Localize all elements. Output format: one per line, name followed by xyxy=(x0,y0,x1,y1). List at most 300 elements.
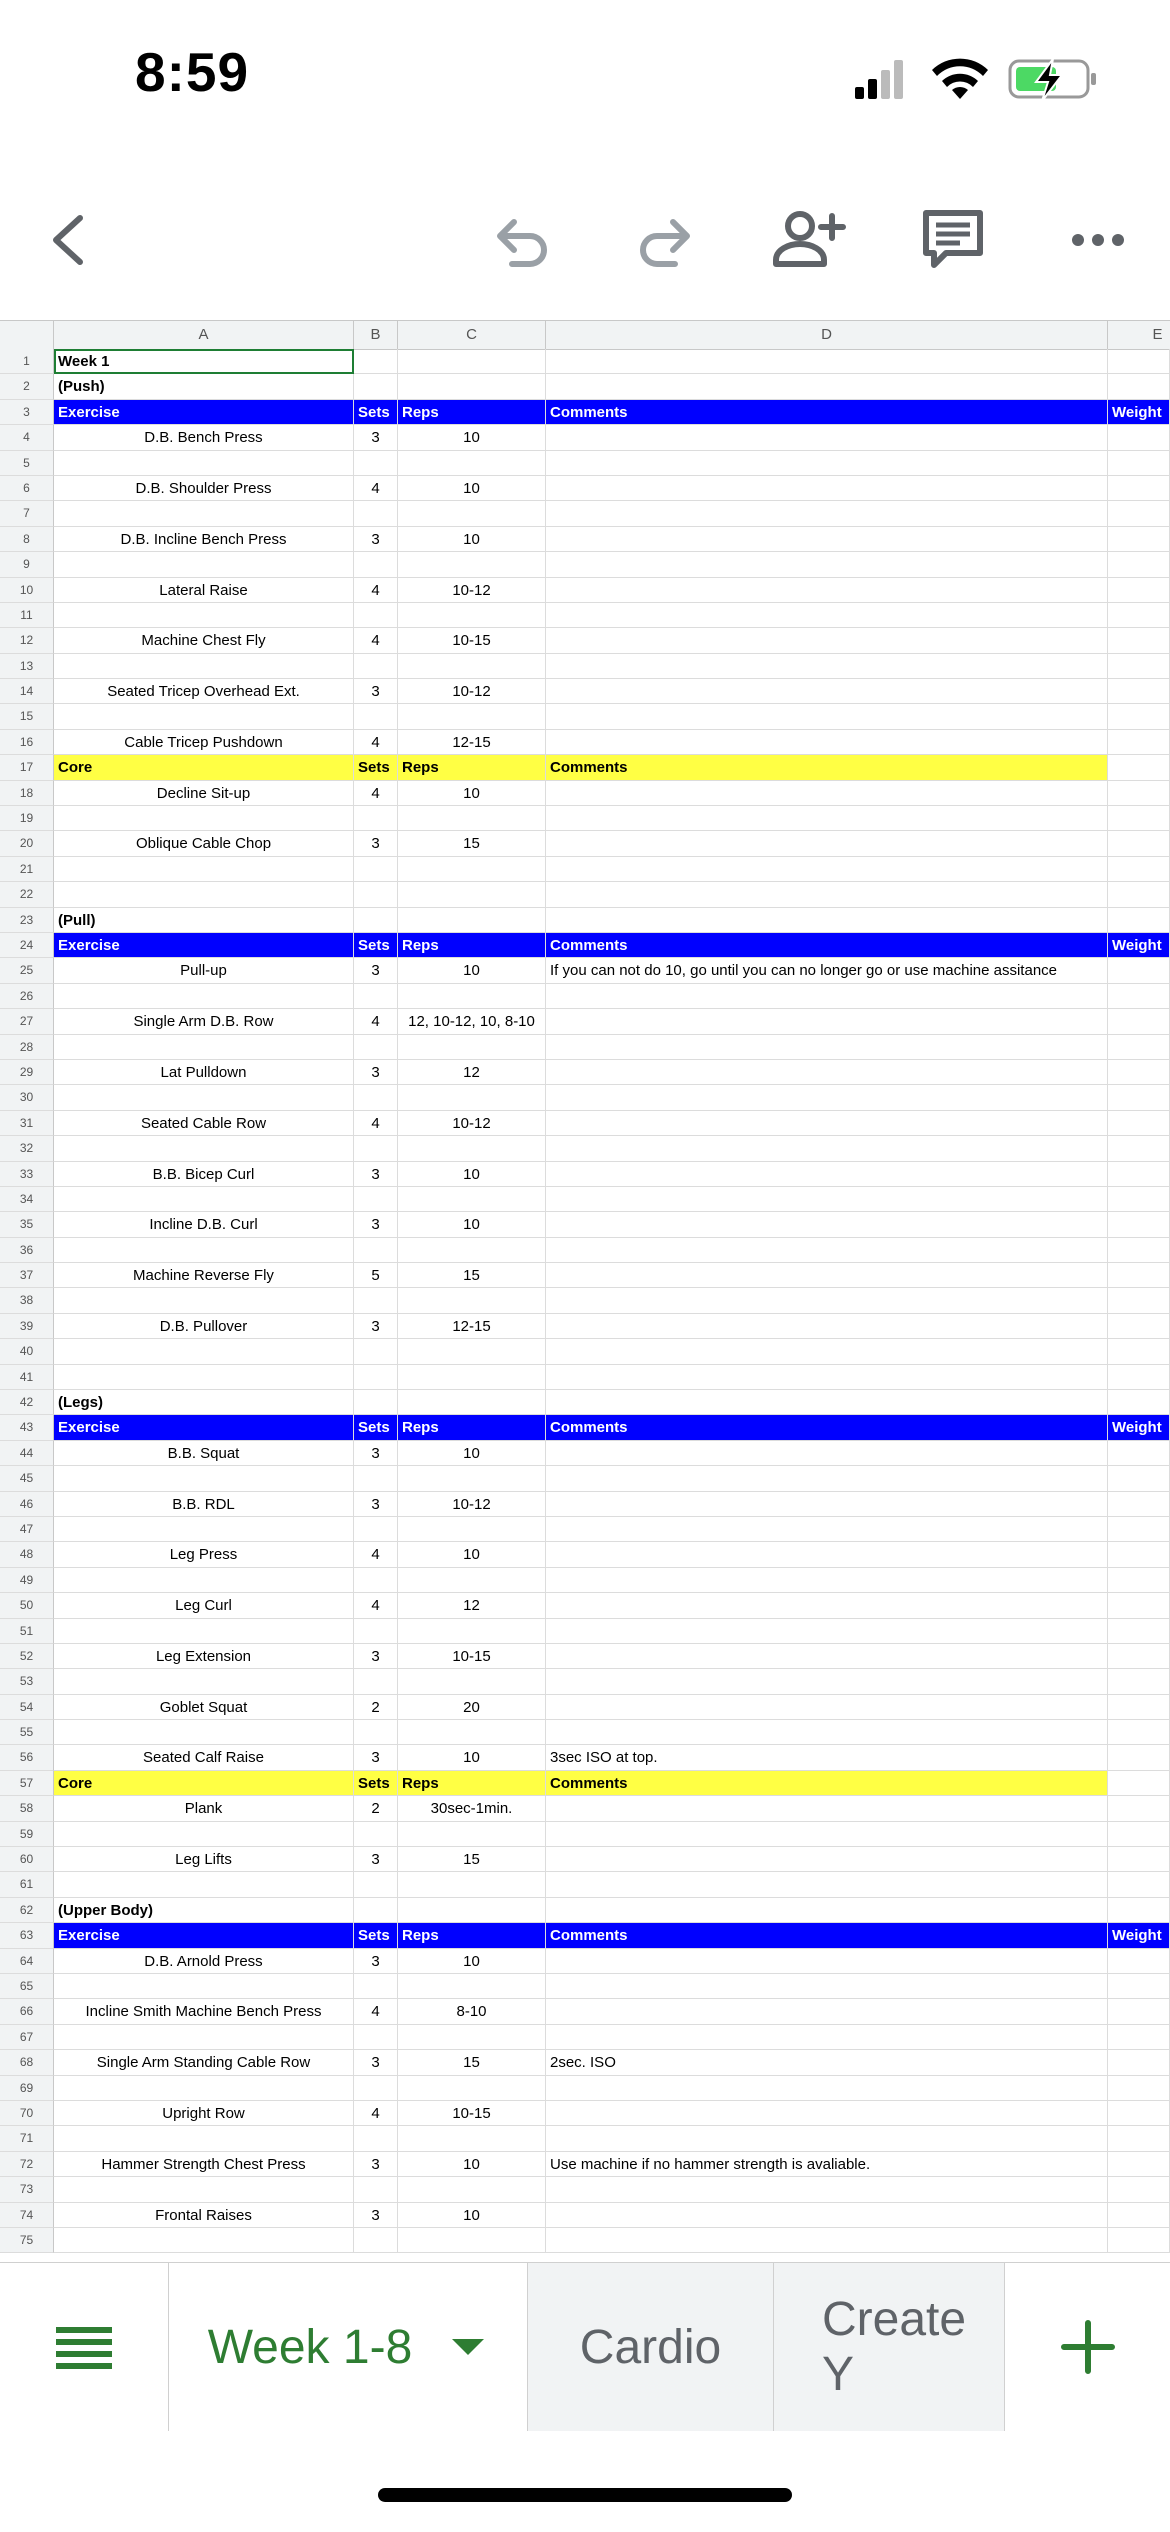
cell-e[interactable] xyxy=(1108,1187,1170,1212)
cell-a[interactable] xyxy=(54,1568,354,1593)
cell-d[interactable] xyxy=(546,2076,1108,2101)
row-number[interactable]: 38 xyxy=(0,1288,54,1313)
cell-b[interactable]: 3 xyxy=(354,1314,398,1339)
row-number[interactable]: 7 xyxy=(0,501,54,526)
cell-c[interactable] xyxy=(398,1872,546,1897)
cell-b[interactable]: 3 xyxy=(354,2152,398,2177)
row-number[interactable]: 19 xyxy=(0,806,54,831)
cell-d[interactable] xyxy=(546,1695,1108,1720)
cell-d[interactable]: Comments xyxy=(546,400,1108,425)
row-number[interactable]: 68 xyxy=(0,2050,54,2075)
row-number[interactable]: 20 xyxy=(0,831,54,856)
cell-b[interactable] xyxy=(354,1872,398,1897)
cell-a[interactable]: Core xyxy=(54,755,354,780)
cell-d[interactable] xyxy=(546,1492,1108,1517)
cell-a[interactable]: Machine Chest Fly xyxy=(54,628,354,653)
cell-b[interactable]: 4 xyxy=(354,2101,398,2126)
cell-d[interactable] xyxy=(546,1568,1108,1593)
cell-d[interactable] xyxy=(546,1593,1108,1618)
cell-b[interactable] xyxy=(354,1288,398,1313)
cell-a[interactable] xyxy=(54,1187,354,1212)
cell-b[interactable]: 4 xyxy=(354,578,398,603)
cell-b[interactable]: 2 xyxy=(354,1695,398,1720)
cell-a[interactable]: (Pull) xyxy=(54,908,354,933)
cell-c[interactable] xyxy=(398,1898,546,1923)
row-number[interactable]: 17 xyxy=(0,755,54,780)
cell-a[interactable] xyxy=(54,2076,354,2101)
cell-c[interactable]: 10-12 xyxy=(398,578,546,603)
cell-a[interactable]: D.B. Incline Bench Press xyxy=(54,527,354,552)
cell-b[interactable]: 3 xyxy=(354,1644,398,1669)
cell-d[interactable] xyxy=(546,1872,1108,1897)
cell-b[interactable] xyxy=(354,984,398,1009)
cell-d[interactable] xyxy=(546,1187,1108,1212)
cell-d[interactable] xyxy=(546,1669,1108,1694)
cell-b[interactable] xyxy=(354,882,398,907)
cell-e[interactable] xyxy=(1108,984,1170,1009)
cell-e[interactable] xyxy=(1108,1872,1170,1897)
cell-a[interactable] xyxy=(54,1517,354,1542)
cell-a[interactable] xyxy=(54,1669,354,1694)
cell-d[interactable] xyxy=(546,1111,1108,1136)
cell-a[interactable] xyxy=(54,984,354,1009)
cell-d[interactable] xyxy=(546,1314,1108,1339)
cell-c[interactable] xyxy=(398,1390,546,1415)
cell-d[interactable] xyxy=(546,425,1108,450)
cell-b[interactable]: 4 xyxy=(354,476,398,501)
row-number[interactable]: 64 xyxy=(0,1949,54,1974)
row-number[interactable]: 62 xyxy=(0,1898,54,1923)
row-number[interactable]: 11 xyxy=(0,603,54,628)
cell-e[interactable] xyxy=(1108,1085,1170,1110)
cell-a[interactable]: Goblet Squat xyxy=(54,1695,354,1720)
cell-c[interactable] xyxy=(398,349,546,374)
cell-b[interactable] xyxy=(354,1517,398,1542)
cell-d[interactable] xyxy=(546,1720,1108,1745)
row-number[interactable]: 47 xyxy=(0,1517,54,1542)
cell-d[interactable] xyxy=(546,1517,1108,1542)
cell-e[interactable] xyxy=(1108,730,1170,755)
cell-c[interactable]: 10-15 xyxy=(398,1644,546,1669)
cell-e[interactable] xyxy=(1108,1771,1170,1796)
cell-e[interactable] xyxy=(1108,1288,1170,1313)
row-number[interactable]: 1 xyxy=(0,349,54,374)
row-number[interactable]: 72 xyxy=(0,2152,54,2177)
cell-b[interactable] xyxy=(354,908,398,933)
row-number[interactable]: 13 xyxy=(0,654,54,679)
cell-b[interactable] xyxy=(354,2025,398,2050)
row-number[interactable]: 28 xyxy=(0,1035,54,1060)
cell-a[interactable]: Hammer Strength Chest Press xyxy=(54,2152,354,2177)
cell-e[interactable] xyxy=(1108,1492,1170,1517)
cell-a[interactable]: B.B. RDL xyxy=(54,1492,354,1517)
cell-c[interactable]: 12 xyxy=(398,1060,546,1085)
cell-e[interactable] xyxy=(1108,349,1170,374)
cell-e[interactable] xyxy=(1108,451,1170,476)
cell-e[interactable] xyxy=(1108,2126,1170,2151)
cell-a[interactable] xyxy=(54,1288,354,1313)
cell-b[interactable] xyxy=(354,1974,398,1999)
cell-a[interactable] xyxy=(54,1085,354,1110)
cell-d[interactable] xyxy=(546,882,1108,907)
cell-d[interactable] xyxy=(546,1212,1108,1237)
row-number[interactable]: 18 xyxy=(0,781,54,806)
cell-c[interactable]: 12, 10-12, 10, 8-10 xyxy=(398,1009,546,1034)
cell-d[interactable] xyxy=(546,1238,1108,1263)
cell-e[interactable] xyxy=(1108,1720,1170,1745)
cell-b[interactable] xyxy=(354,1035,398,1060)
row-number[interactable]: 15 xyxy=(0,704,54,729)
cell-e[interactable] xyxy=(1108,1441,1170,1466)
cell-c[interactable] xyxy=(398,857,546,882)
cell-e[interactable] xyxy=(1108,1390,1170,1415)
cell-a[interactable] xyxy=(54,1136,354,1161)
cell-d[interactable] xyxy=(546,704,1108,729)
cell-d[interactable]: Comments xyxy=(546,933,1108,958)
cell-c[interactable]: 15 xyxy=(398,831,546,856)
cell-b[interactable]: 3 xyxy=(354,1847,398,1872)
cell-e[interactable] xyxy=(1108,1517,1170,1542)
more-button[interactable] xyxy=(1058,200,1138,280)
comments-button[interactable] xyxy=(913,200,993,280)
cell-a[interactable] xyxy=(54,501,354,526)
cell-e[interactable] xyxy=(1108,1263,1170,1288)
row-number[interactable]: 65 xyxy=(0,1974,54,1999)
cell-d[interactable] xyxy=(546,476,1108,501)
cell-c[interactable] xyxy=(398,984,546,1009)
cell-c[interactable]: 20 xyxy=(398,1695,546,1720)
row-number[interactable]: 63 xyxy=(0,1923,54,1948)
cell-e[interactable] xyxy=(1108,1669,1170,1694)
cell-a[interactable] xyxy=(54,603,354,628)
cell-c[interactable]: 12 xyxy=(398,1593,546,1618)
cell-c[interactable] xyxy=(398,1085,546,1110)
cell-a[interactable]: (Push) xyxy=(54,374,354,399)
spreadsheet-grid[interactable] xyxy=(0,320,1170,2262)
cell-a[interactable]: Oblique Cable Chop xyxy=(54,831,354,856)
cell-a[interactable] xyxy=(54,882,354,907)
cell-a[interactable] xyxy=(54,451,354,476)
cell-c[interactable] xyxy=(398,1669,546,1694)
cell-b[interactable]: 4 xyxy=(354,1542,398,1567)
cell-a[interactable] xyxy=(54,1822,354,1847)
cell-e[interactable] xyxy=(1108,781,1170,806)
row-number[interactable]: 9 xyxy=(0,552,54,577)
cell-d[interactable] xyxy=(546,1085,1108,1110)
cell-c[interactable] xyxy=(398,2025,546,2050)
cell-c[interactable]: 15 xyxy=(398,2050,546,2075)
row-number[interactable]: 10 xyxy=(0,578,54,603)
row-number[interactable]: 40 xyxy=(0,1339,54,1364)
cell-e[interactable] xyxy=(1108,1796,1170,1821)
cell-e[interactable] xyxy=(1108,1365,1170,1390)
cell-c[interactable] xyxy=(398,1568,546,1593)
cell-d[interactable] xyxy=(546,578,1108,603)
cell-c[interactable] xyxy=(398,908,546,933)
row-number[interactable]: 41 xyxy=(0,1365,54,1390)
cell-b[interactable] xyxy=(354,1187,398,1212)
cell-a[interactable] xyxy=(54,2025,354,2050)
cell-a[interactable]: Upright Row xyxy=(54,2101,354,2126)
cell-e[interactable] xyxy=(1108,1162,1170,1187)
cell-b[interactable]: Sets xyxy=(354,1415,398,1440)
cell-b[interactable] xyxy=(354,857,398,882)
cell-a[interactable]: Exercise xyxy=(54,1923,354,1948)
cell-a[interactable]: B.B. Bicep Curl xyxy=(54,1162,354,1187)
row-number[interactable]: 44 xyxy=(0,1441,54,1466)
cell-c[interactable]: Reps xyxy=(398,400,546,425)
row-number[interactable]: 26 xyxy=(0,984,54,1009)
cell-c[interactable]: 10 xyxy=(398,527,546,552)
cell-c[interactable] xyxy=(398,1720,546,1745)
cell-e[interactable] xyxy=(1108,2076,1170,2101)
cell-c[interactable]: 12-15 xyxy=(398,1314,546,1339)
cell-b[interactable]: 3 xyxy=(354,527,398,552)
cell-a[interactable] xyxy=(54,654,354,679)
cell-a[interactable]: (Upper Body) xyxy=(54,1898,354,1923)
cell-c[interactable]: 10 xyxy=(398,425,546,450)
cell-e[interactable] xyxy=(1108,958,1170,983)
cell-d[interactable] xyxy=(546,374,1108,399)
row-number[interactable]: 61 xyxy=(0,1872,54,1897)
cell-c[interactable]: 10 xyxy=(398,476,546,501)
cell-c[interactable] xyxy=(398,374,546,399)
cell-c[interactable] xyxy=(398,2177,546,2202)
cell-a[interactable]: D.B. Bench Press xyxy=(54,425,354,450)
row-number[interactable]: 55 xyxy=(0,1720,54,1745)
cell-b[interactable]: 4 xyxy=(354,1009,398,1034)
cell-e[interactable] xyxy=(1108,552,1170,577)
cell-e[interactable] xyxy=(1108,425,1170,450)
column-header-b[interactable]: B xyxy=(354,321,398,349)
cell-e[interactable] xyxy=(1108,578,1170,603)
cell-d[interactable] xyxy=(546,451,1108,476)
cell-a[interactable]: Lateral Raise xyxy=(54,578,354,603)
cell-d[interactable] xyxy=(546,679,1108,704)
cell-b[interactable]: 3 xyxy=(354,2050,398,2075)
cell-d[interactable] xyxy=(546,527,1108,552)
cell-c[interactable]: Reps xyxy=(398,755,546,780)
cell-d[interactable] xyxy=(546,1263,1108,1288)
cell-b[interactable]: Sets xyxy=(354,400,398,425)
cell-b[interactable] xyxy=(354,1238,398,1263)
cell-d[interactable] xyxy=(546,781,1108,806)
cell-a[interactable] xyxy=(54,1238,354,1263)
cell-b[interactable] xyxy=(354,2126,398,2151)
cell-c[interactable] xyxy=(398,1187,546,1212)
cell-b[interactable] xyxy=(354,704,398,729)
cell-c[interactable]: 10 xyxy=(398,1441,546,1466)
cell-d[interactable] xyxy=(546,1974,1108,1999)
cell-e[interactable]: Weight xyxy=(1108,1923,1170,1948)
cell-d[interactable] xyxy=(546,2203,1108,2228)
cell-e[interactable] xyxy=(1108,501,1170,526)
cell-d[interactable]: Use machine if no hammer strength is avaliable. xyxy=(546,2152,1108,2177)
cell-e[interactable] xyxy=(1108,1339,1170,1364)
cell-c[interactable] xyxy=(398,704,546,729)
cell-b[interactable]: Sets xyxy=(354,755,398,780)
cell-c[interactable]: 15 xyxy=(398,1847,546,1872)
cell-c[interactable]: 10-12 xyxy=(398,1492,546,1517)
tab-week-1-8[interactable] xyxy=(168,2263,528,2431)
cell-e[interactable] xyxy=(1108,2228,1170,2253)
cell-d[interactable] xyxy=(546,2101,1108,2126)
cell-d[interactable] xyxy=(546,1466,1108,1491)
cell-d[interactable] xyxy=(546,806,1108,831)
cell-a[interactable]: (Legs) xyxy=(54,1390,354,1415)
row-number[interactable]: 36 xyxy=(0,1238,54,1263)
column-header-d[interactable]: D xyxy=(546,321,1108,349)
cell-e[interactable] xyxy=(1108,1568,1170,1593)
cell-c[interactable]: 10-12 xyxy=(398,679,546,704)
cell-c[interactable] xyxy=(398,1288,546,1313)
cell-d[interactable] xyxy=(546,984,1108,1009)
cell-e[interactable] xyxy=(1108,1847,1170,1872)
cell-a[interactable]: Plank xyxy=(54,1796,354,1821)
cell-d[interactable] xyxy=(546,1619,1108,1644)
cell-b[interactable] xyxy=(354,2177,398,2202)
cell-c[interactable]: 10 xyxy=(398,2203,546,2228)
cell-d[interactable] xyxy=(546,1441,1108,1466)
cell-e[interactable] xyxy=(1108,908,1170,933)
cell-c[interactable]: Reps xyxy=(398,933,546,958)
row-number[interactable]: 66 xyxy=(0,1999,54,2024)
row-number[interactable]: 58 xyxy=(0,1796,54,1821)
cell-e[interactable] xyxy=(1108,1695,1170,1720)
cell-a[interactable]: Leg Curl xyxy=(54,1593,354,1618)
cell-a[interactable]: Core xyxy=(54,1771,354,1796)
row-number[interactable]: 60 xyxy=(0,1847,54,1872)
cell-e[interactable] xyxy=(1108,476,1170,501)
cell-d[interactable] xyxy=(546,1542,1108,1567)
cell-e[interactable]: Weight xyxy=(1108,1415,1170,1440)
cell-d[interactable] xyxy=(546,349,1108,374)
cell-e[interactable] xyxy=(1108,2203,1170,2228)
cell-d[interactable] xyxy=(546,1365,1108,1390)
cell-b[interactable] xyxy=(354,374,398,399)
cell-c[interactable] xyxy=(398,1339,546,1364)
cell-b[interactable]: 3 xyxy=(354,425,398,450)
cell-e[interactable] xyxy=(1108,374,1170,399)
undo-button[interactable] xyxy=(482,200,562,280)
cell-d[interactable] xyxy=(546,603,1108,628)
cell-c[interactable]: 10-12 xyxy=(398,1111,546,1136)
cell-e[interactable] xyxy=(1108,603,1170,628)
cell-e[interactable] xyxy=(1108,1644,1170,1669)
cell-e[interactable] xyxy=(1108,2025,1170,2050)
cell-a[interactable]: Leg Press xyxy=(54,1542,354,1567)
cell-e[interactable] xyxy=(1108,2050,1170,2075)
row-number[interactable]: 21 xyxy=(0,857,54,882)
cell-a[interactable]: Seated Tricep Overhead Ext. xyxy=(54,679,354,704)
cell-e[interactable] xyxy=(1108,1542,1170,1567)
row-number[interactable]: 31 xyxy=(0,1111,54,1136)
cell-b[interactable] xyxy=(354,603,398,628)
row-number[interactable]: 51 xyxy=(0,1619,54,1644)
cell-b[interactable]: 3 xyxy=(354,1162,398,1187)
row-number[interactable]: 22 xyxy=(0,882,54,907)
cell-e[interactable] xyxy=(1108,704,1170,729)
cell-b[interactable] xyxy=(354,2228,398,2253)
cell-d[interactable] xyxy=(546,1822,1108,1847)
cell-b[interactable] xyxy=(354,1365,398,1390)
cell-a[interactable] xyxy=(54,857,354,882)
cell-c[interactable] xyxy=(398,654,546,679)
cell-c[interactable]: 10-15 xyxy=(398,628,546,653)
cell-a[interactable]: Exercise xyxy=(54,400,354,425)
row-number[interactable]: 74 xyxy=(0,2203,54,2228)
row-number[interactable]: 69 xyxy=(0,2076,54,2101)
cell-c[interactable] xyxy=(398,603,546,628)
cell-b[interactable] xyxy=(354,1466,398,1491)
cell-a[interactable] xyxy=(54,1619,354,1644)
cell-c[interactable]: 12-15 xyxy=(398,730,546,755)
cell-d[interactable] xyxy=(546,908,1108,933)
cell-e[interactable] xyxy=(1108,1136,1170,1161)
cell-a[interactable] xyxy=(54,2228,354,2253)
cell-a[interactable] xyxy=(54,1365,354,1390)
cell-c[interactable]: 10 xyxy=(398,1162,546,1187)
cell-b[interactable]: 3 xyxy=(354,1492,398,1517)
cell-e[interactable] xyxy=(1108,1898,1170,1923)
row-number[interactable]: 70 xyxy=(0,2101,54,2126)
cell-e[interactable] xyxy=(1108,1619,1170,1644)
cell-b[interactable] xyxy=(354,654,398,679)
cell-d[interactable]: If you can not do 10, go until you can no longer go or use machine assitance xyxy=(546,958,1108,983)
row-number[interactable]: 54 xyxy=(0,1695,54,1720)
row-number[interactable]: 35 xyxy=(0,1212,54,1237)
cell-a[interactable]: Frontal Raises xyxy=(54,2203,354,2228)
cell-c[interactable] xyxy=(398,1822,546,1847)
row-number[interactable]: 53 xyxy=(0,1669,54,1694)
cell-e[interactable] xyxy=(1108,1745,1170,1770)
tab-create[interactable] xyxy=(774,2263,1004,2431)
cell-c[interactable] xyxy=(398,501,546,526)
cell-c[interactable] xyxy=(398,552,546,577)
cell-e[interactable] xyxy=(1108,831,1170,856)
cell-b[interactable] xyxy=(354,2076,398,2101)
cell-c[interactable]: Reps xyxy=(398,1923,546,1948)
cell-d[interactable]: 2sec. ISO xyxy=(546,2050,1108,2075)
cell-e[interactable] xyxy=(1108,755,1170,780)
cell-c[interactable] xyxy=(398,1136,546,1161)
cell-b[interactable]: 3 xyxy=(354,1949,398,1974)
cell-a[interactable]: D.B. Arnold Press xyxy=(54,1949,354,1974)
row-number[interactable]: 42 xyxy=(0,1390,54,1415)
cell-a[interactable] xyxy=(54,1035,354,1060)
cell-e[interactable] xyxy=(1108,628,1170,653)
cell-b[interactable]: Sets xyxy=(354,933,398,958)
cell-e[interactable] xyxy=(1108,1822,1170,1847)
cell-b[interactable]: 3 xyxy=(354,831,398,856)
cell-b[interactable] xyxy=(354,451,398,476)
cell-b[interactable] xyxy=(354,1720,398,1745)
cell-b[interactable] xyxy=(354,806,398,831)
cell-d[interactable] xyxy=(546,1035,1108,1060)
cell-b[interactable]: 3 xyxy=(354,1060,398,1085)
cell-b[interactable]: 3 xyxy=(354,1745,398,1770)
column-header-a[interactable]: A xyxy=(54,321,354,349)
cell-e[interactable] xyxy=(1108,679,1170,704)
cell-b[interactable] xyxy=(354,1390,398,1415)
cell-a[interactable]: Week 1 xyxy=(54,349,354,374)
cell-d[interactable] xyxy=(546,2177,1108,2202)
cell-d[interactable]: Comments xyxy=(546,755,1108,780)
cell-c[interactable]: Reps xyxy=(398,1415,546,1440)
cell-d[interactable]: Comments xyxy=(546,1923,1108,1948)
cell-b[interactable]: 3 xyxy=(354,1212,398,1237)
cell-a[interactable]: Machine Reverse Fly xyxy=(54,1263,354,1288)
